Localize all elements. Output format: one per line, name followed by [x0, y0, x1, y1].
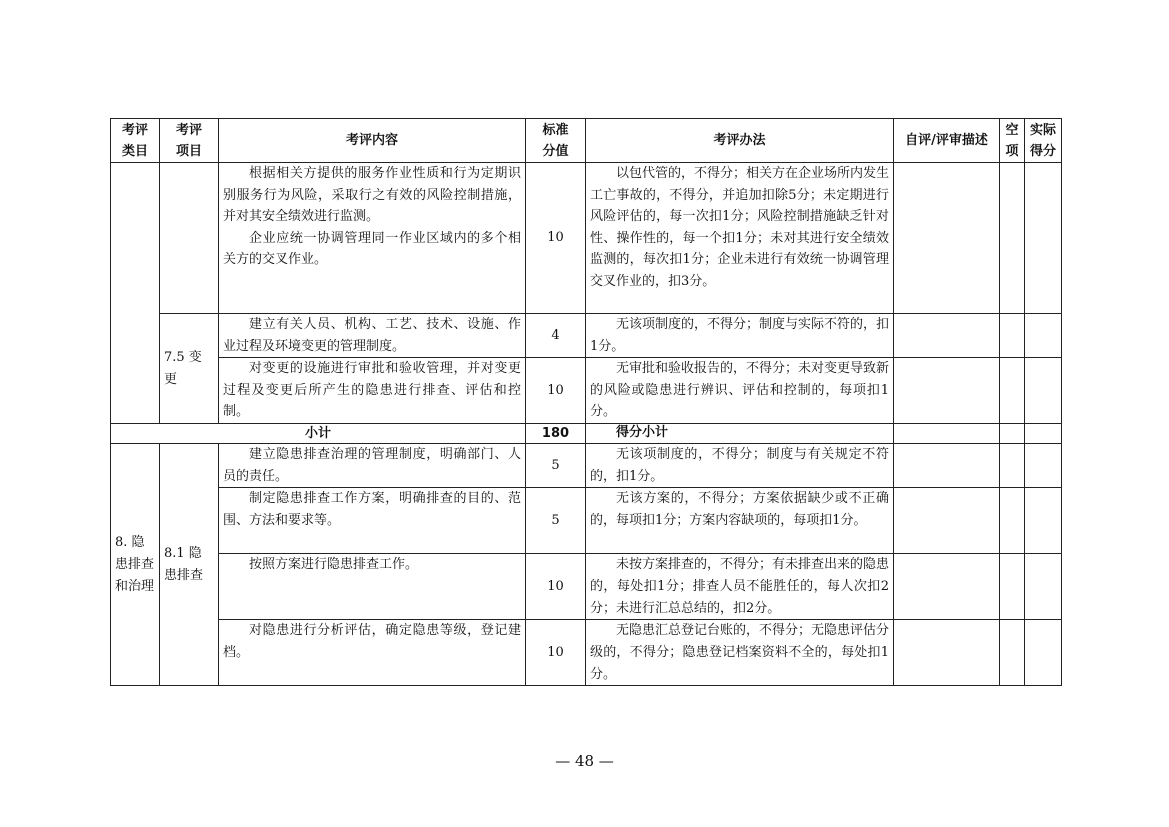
category-cell: [111, 163, 160, 424]
empty-item-cell: [1000, 358, 1025, 424]
header-content: 考评内容: [219, 119, 526, 163]
header-category: 考评 类目: [111, 119, 160, 163]
self-review-cell: [894, 444, 1000, 488]
table-row: [111, 554, 1062, 620]
method-cell: 无审批和验收报告的，不得分；未对变更导致新的风险或隐患进行辨识、评估和控制的，每项扣1分。: [586, 358, 894, 424]
self-review-cell: [894, 620, 1000, 686]
method-cell: 以包代管的，不得分；相关方在企业场所内发生工亡事故的，不得分，并追加扣除5分；未定期进行风险评估的，每一次扣1分；风险控制措施缺乏针对性、操作性的，每一个扣1分；未对其进行安全绩效监测的，每次扣1分；企业未进行有效统一协调管理交叉作业的，扣3分。: [586, 163, 894, 314]
score-cell: 4: [526, 314, 586, 358]
self-review-cell: [894, 488, 1000, 554]
actual-score-cell: [1025, 163, 1062, 314]
subtotal-row: [111, 424, 1062, 444]
empty-item-cell: [1000, 314, 1025, 358]
self-review-cell: [894, 358, 1000, 424]
method-cell: 无隐患汇总登记台账的，不得分；无隐患评估分级的，不得分；隐患登记档案资料不全的，每处扣1分。: [586, 620, 894, 686]
content-cell: 建立隐患排查治理的管理制度，明确部门、人员的责任。: [219, 444, 526, 488]
actual-score-cell: [1025, 620, 1062, 686]
content-cell: 根据相关方提供的服务作业性质和行为定期识别服务行为风险，采取行之有效的风险控制措施，并对其安全绩效进行监测。 企业应统一协调管理同一作业区域内的多个相关方的交叉作业。: [219, 163, 526, 314]
actual-score-cell: [1025, 444, 1062, 488]
item-cell: 8.1 隐患排查: [160, 444, 219, 686]
header-item: 考评 项目: [160, 119, 219, 163]
subtotal-label: 小计: [111, 424, 526, 444]
method-cell: 无该方案的，不得分；方案依据缺少或不正确的，每项扣1分；方案内容缺项的，每项扣1分。: [586, 488, 894, 554]
score-cell: 5: [526, 444, 586, 488]
empty-item-cell: [1000, 444, 1025, 488]
content-cell: 建立有关人员、机构、工艺、技术、设施、作业过程及环境变更的管理制度。: [219, 314, 526, 358]
method-cell: 未按方案排查的，不得分；有未排查出来的隐患的，每处扣1分；排查人员不能胜任的，每人次扣2分；未进行汇总总结的，扣2分。: [586, 554, 894, 620]
score-cell: 5: [526, 488, 586, 554]
actual-score-cell: [1025, 554, 1062, 620]
subtotal-score: 180: [526, 424, 586, 444]
actual-score-cell: [1025, 314, 1062, 358]
item-cell: [160, 163, 219, 314]
header-standard-score: 标准 分值: [526, 119, 586, 163]
table-row: [111, 488, 1062, 554]
header-empty-item: 空 项: [1000, 119, 1025, 163]
table-row: [111, 358, 1062, 424]
content-cell: 制定隐患排查工作方案，明确排查的目的、范围、方法和要求等。: [219, 488, 526, 554]
evaluation-table: [110, 118, 1062, 686]
self-review-cell: [894, 163, 1000, 314]
score-cell: 10: [526, 620, 586, 686]
score-cell: 10: [526, 163, 586, 314]
empty-item-cell: [1000, 163, 1025, 314]
score-cell: 10: [526, 554, 586, 620]
score-cell: 10: [526, 358, 586, 424]
table-row: [111, 314, 1062, 358]
method-cell: 无该项制度的，不得分；制度与实际不符的，扣1分。: [586, 314, 894, 358]
table-header-row: [111, 119, 1062, 163]
item-cell: 7.5 变更: [160, 314, 219, 424]
empty-item-cell: [1000, 488, 1025, 554]
table-row: [111, 620, 1062, 686]
category-cell: 8. 隐患排查和治理: [111, 444, 160, 686]
table-row: [111, 444, 1062, 488]
self-review-cell: [894, 314, 1000, 358]
actual-score-cell: [1025, 358, 1062, 424]
table-row: [111, 163, 1062, 314]
method-cell: 无该项制度的，不得分；制度与有关规定不符的，扣1分。: [586, 444, 894, 488]
content-cell: 按照方案进行隐患排查工作。: [219, 554, 526, 620]
actual-score-cell: [1025, 488, 1062, 554]
empty-item-cell: [1000, 620, 1025, 686]
header-actual-score: 实际 得分: [1025, 119, 1062, 163]
subtotal-method: 得分小计: [586, 424, 894, 444]
content-cell: 对变更的设施进行审批和验收管理，并对变更过程及变更后所产生的隐患进行排查、评估和控制。: [219, 358, 526, 424]
self-review-cell: [894, 424, 1000, 444]
self-review-cell: [894, 554, 1000, 620]
content-cell: 对隐患进行分析评估，确定隐患等级，登记建档。: [219, 620, 526, 686]
page-number: — 48 —: [555, 752, 614, 770]
header-method: 考评办法: [586, 119, 894, 163]
actual-score-cell: [1025, 424, 1062, 444]
empty-item-cell: [1000, 554, 1025, 620]
empty-item-cell: [1000, 424, 1025, 444]
header-self-review: 自评/评审描述: [894, 119, 1000, 163]
